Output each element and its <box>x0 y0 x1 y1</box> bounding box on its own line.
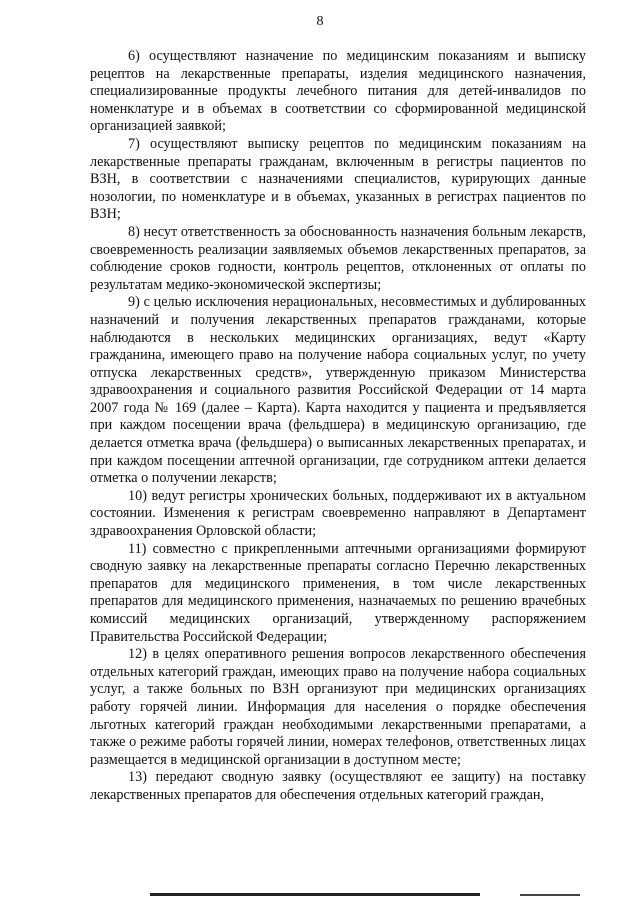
paragraph-item-6: 6) осуществляют назначение по медицинским показаниям и выписку рецептов на лекарственные препараты, изделия медицинского назначения, специализированные продукты лечебного питания для детей-инвалидов по номенклатуре и в объемах в соответствии со сформированной медицинской организацией заявкой; <box>90 48 586 135</box>
paragraph-item-11: 11) совместно с прикрепленными аптечными организациями формируют сводную заявку на лекарственные препараты согласно Перечню лекарственных препаратов для медицинского применения, в том числе лекарственных препаратов для медицинского применения, назначаемых по решению врачебных комиссий медицинских организаций, утвержденному распоряжением Правительства Российской Федерации; <box>90 540 586 645</box>
scan-edge-line <box>150 893 480 896</box>
scan-edge-line-right <box>520 894 580 896</box>
paragraph-item-12: 12) в целях оперативного решения вопросов лекарственного обеспечения отдельных категорий граждан, имеющих право на получение набора социальных услуг, а также больных по ВЗН организуют при медицинских организациях работу горячей линии. Информация для населения о порядке обеспечения льготных категорий граждан необходимыми лекарственными препаратами, а также о режиме работы горячей линии, номерах телефонов, ответственных лицах размещается в медицинской организации в доступном месте; <box>90 646 586 768</box>
paragraph-item-8: 8) несут ответственность за обоснованность назначения больным лекарств, своевременность реализации заявляемых объемов лекарственных препаратов, за соблюдение сроков годности, контроль рецептов, отклоненных от оплаты по результатам медико-экономической экспертизы; <box>90 223 586 293</box>
paragraph-item-7: 7) осуществляют выписку рецептов по медицинским показаниям на лекарственные препараты гражданам, включенным в регистры пациентов по ВЗН, в соответствии с назначениями специалистов, курирующих данные нозологии, по номенклатуре и в объемах, указанных в регистрах пациентов по ВЗН; <box>90 135 586 223</box>
paragraph-item-9: 9) с целью исключения нерациональных, несовместимых и дублированных назначений и получения лекарственных препаратов гражданами, которые наблюдаются в нескольких медицинских организациях, ведут «Карту гражданина, имеющего право на получение набора социальных услуг, по учету отпуска лекарственных средств», утвержденную приказом Министерства здравоохранения и социального развития Российской Федерации от 14 марта 2007 года № 169 (далее – Карта). Карта находится у пациента и предъявляется при каждом посещении врача (фельдшера) в медицинскую организацию, где делается отметка врача (фельдшера) о выписанных лекарственных препаратах, и при каждом посещении аптечной организации, где сотрудником аптеки делается отметка о получении лекарств; <box>90 294 586 487</box>
paragraph-item-13: 13) передают сводную заявку (осуществляют ее защиту) на поставку лекарственных препаратов для обеспечения отдельных категорий граждан, <box>90 769 586 803</box>
page-number: 8 <box>316 14 324 29</box>
document-body <box>90 48 586 805</box>
paragraph-item-10: 10) ведут регистры хронических больных, поддерживают их в актуальном состоянии. Изменения к регистрам своевременно направляют в Департамент здравоохранения Орловской области; <box>90 487 586 540</box>
